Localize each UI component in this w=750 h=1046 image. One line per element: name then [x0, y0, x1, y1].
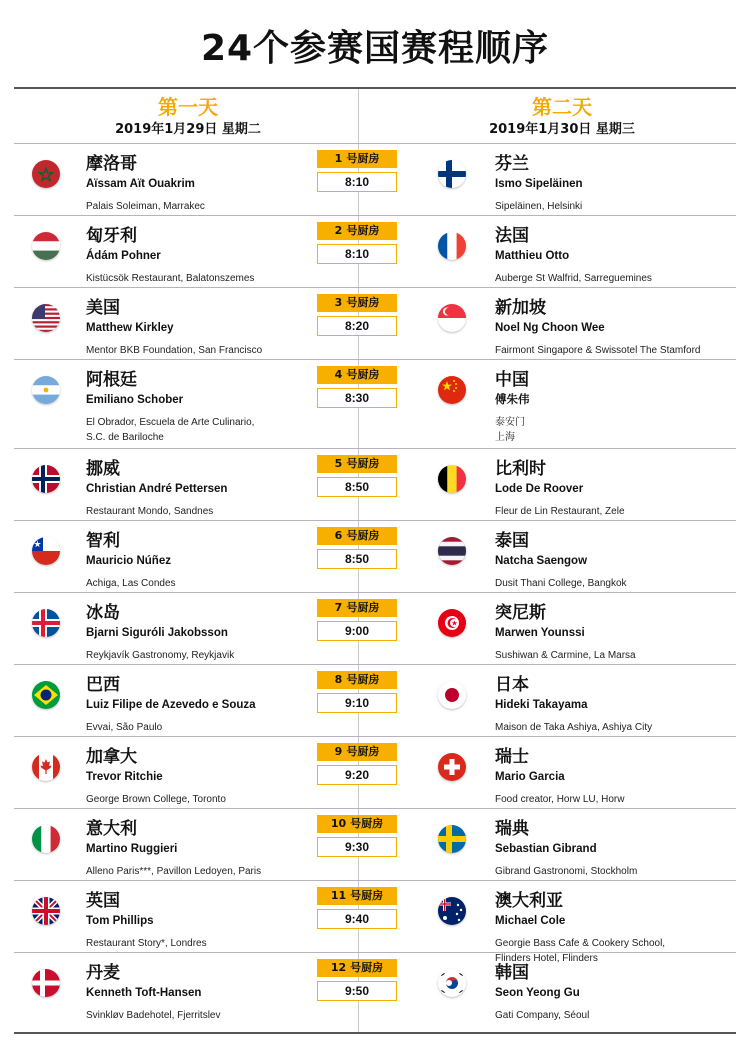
chef-name: Bjarni Siguróli Jakobsson [86, 627, 228, 639]
country-name: 阿根廷 [86, 370, 137, 390]
kitchen-number: 2 [334, 224, 343, 237]
venue-line: Alleno Paris***, Pavillon Ledoyen, Paris [86, 866, 262, 877]
country-name: 法国 [495, 226, 529, 246]
kitchen-suffix: 号厨房 [346, 673, 380, 686]
country-name: 巴西 [86, 675, 120, 695]
slot-separator [14, 736, 736, 737]
japan-flag-icon [438, 681, 466, 709]
australia-flag-icon [438, 897, 466, 925]
venue-line: Flinders Hotel, Flinders [495, 953, 598, 964]
kitchen-number: 7 [334, 601, 343, 614]
start-time: 9:50 [317, 981, 397, 1001]
morocco-flag-icon [32, 160, 60, 188]
chef-name: Luiz Filipe de Azevedo e Souza [86, 699, 256, 711]
start-time: 9:10 [317, 693, 397, 713]
chef-name: Matthew Kirkley [86, 322, 174, 334]
venue-line: Reykjavík Gastronomy, Reykjavik [86, 650, 235, 661]
country-name: 加拿大 [86, 747, 137, 767]
venue-line: Auberge St Walfrid, Sarreguemines [495, 273, 652, 284]
kitchen-label [317, 294, 397, 312]
day-two-date: 2019年1月30日 星期三 [489, 122, 635, 137]
slot-separator [14, 287, 736, 288]
kitchen-suffix: 号厨房 [346, 152, 380, 165]
chef-name: Sebastian Gibrand [495, 843, 597, 855]
slot-separator [14, 520, 736, 521]
switzerland-flag-icon [438, 753, 466, 781]
slot-separator [14, 808, 736, 809]
kitchen-label [317, 366, 397, 384]
chef-name: Mario Garcia [495, 771, 565, 783]
kitchen-suffix: 号厨房 [346, 457, 380, 470]
argentina-flag-icon [32, 376, 60, 404]
kitchen-number: 9 [334, 745, 343, 758]
kitchen-label [317, 671, 397, 689]
kitchen-suffix: 号厨房 [346, 745, 380, 758]
kitchen-suffix: 号厨房 [350, 817, 384, 830]
start-time: 9:40 [317, 909, 397, 929]
kitchen-suffix: 号厨房 [346, 296, 380, 309]
kitchen-number: 1 [334, 152, 343, 165]
uk-flag-icon [32, 897, 60, 925]
venue-line: Svinkløv Badehotel, Fjerritslev [86, 1010, 221, 1021]
france-flag-icon [438, 232, 466, 260]
venue-line: 上海 [495, 432, 515, 443]
day-one-header [18, 95, 358, 139]
venue-line: George Brown College, Toronto [86, 794, 226, 805]
venue-line: Achiga, Las Condes [86, 578, 176, 589]
kitchen-label [317, 150, 397, 168]
day-two-name: 第二天 [532, 95, 592, 119]
start-time: 8:10 [317, 244, 397, 264]
country-name: 英国 [86, 891, 120, 911]
usa-flag-icon [32, 304, 60, 332]
header-separator [14, 143, 736, 144]
kitchen-suffix: 号厨房 [350, 961, 384, 974]
kitchen-number: 6 [334, 529, 343, 542]
korea-flag-icon [438, 969, 466, 997]
kitchen-label [317, 599, 397, 617]
day-one-date: 2019年1月29日 星期二 [115, 122, 261, 137]
country-name: 突尼斯 [495, 603, 546, 623]
country-name: 美国 [86, 298, 120, 318]
kitchen-number: 10 [330, 817, 347, 830]
chef-name: Ismo Sipeläinen [495, 178, 583, 190]
china-flag-icon [438, 376, 466, 404]
start-time: 9:20 [317, 765, 397, 785]
kitchen-suffix: 号厨房 [346, 529, 380, 542]
venue-line: Gati Company, Séoul [495, 1010, 590, 1021]
start-time: 8:50 [317, 549, 397, 569]
kitchen-label [317, 455, 397, 473]
chef-name: Marwen Younssi [495, 627, 585, 639]
venue-line: Gibrand Gastronomi, Stockholm [495, 866, 638, 877]
country-name: 冰岛 [86, 603, 120, 623]
finland-flag-icon [438, 160, 466, 188]
slot-separator [14, 664, 736, 665]
kitchen-number: 3 [334, 296, 343, 309]
chef-name: Hideki Takayama [495, 699, 588, 711]
kitchen-number: 12 [330, 961, 347, 974]
top-rule [14, 87, 736, 89]
kitchen-suffix: 号厨房 [346, 601, 380, 614]
chef-name: Ádám Pohner [86, 250, 161, 262]
chef-name: Trevor Ritchie [86, 771, 163, 783]
chef-name: Martino Ruggieri [86, 843, 178, 855]
norway-flag-icon [32, 465, 60, 493]
slot-separator [14, 592, 736, 593]
venue-line: S.C. de Bariloche [86, 432, 164, 443]
venue-line: Palais Soleiman, Marrakec [86, 201, 205, 212]
country-name: 日本 [495, 675, 529, 695]
country-name: 韩国 [495, 963, 529, 983]
chile-flag-icon [32, 537, 60, 565]
country-name: 意大利 [86, 819, 137, 839]
venue-line: Sipeläinen, Helsinki [495, 201, 583, 212]
bottom-rule [14, 1032, 736, 1034]
chef-name: 傅朱伟 [495, 394, 530, 406]
country-name: 智利 [86, 531, 120, 551]
chef-name: Seon Yeong Gu [495, 987, 580, 999]
denmark-flag-icon [32, 969, 60, 997]
slot-separator [14, 215, 736, 216]
chef-name: Mauricio Núñez [86, 555, 171, 567]
chef-name: Matthieu Otto [495, 250, 570, 262]
venue-line: Evvai, São Paulo [86, 722, 163, 733]
venue-line: Fairmont Singapore & Swissotel The Stamford [495, 345, 701, 356]
chef-name: Lode De Roover [495, 483, 584, 495]
belgium-flag-icon [438, 465, 466, 493]
country-name: 丹麦 [86, 963, 120, 983]
sweden-flag-icon [438, 825, 466, 853]
country-name: 瑞典 [495, 819, 529, 839]
country-name: 挪威 [86, 459, 120, 479]
venue-line: Restaurant Story*, Londres [86, 938, 207, 949]
start-time: 9:30 [317, 837, 397, 857]
kitchen-number: 4 [334, 368, 343, 381]
venue-line: Georgie Bass Cafe & Cookery School, [495, 938, 666, 949]
kitchen-label [317, 887, 397, 905]
country-name: 泰国 [495, 531, 529, 551]
canada-flag-icon [32, 753, 60, 781]
venue-line: Maison de Taka Ashiya, Ashiya City [495, 722, 653, 733]
venue-line: El Obrador, Escuela de Arte Culinario, [86, 417, 255, 428]
italy-flag-icon [32, 825, 60, 853]
country-name: 澳大利亚 [495, 891, 563, 911]
slot-separator [14, 448, 736, 449]
country-name: 摩洛哥 [86, 154, 137, 174]
venue-line: Fleur de Lin Restaurant, Zele [495, 506, 625, 517]
country-name: 比利时 [495, 459, 546, 479]
thailand-flag-icon [438, 537, 466, 565]
iceland-flag-icon [32, 609, 60, 637]
tunisia-flag-icon [438, 609, 466, 637]
venue-line: Food creator, Horw LU, Horw [495, 794, 625, 805]
singapore-flag-icon [438, 304, 466, 332]
kitchen-label [317, 527, 397, 545]
start-time: 8:30 [317, 388, 397, 408]
brazil-flag-icon [32, 681, 60, 709]
chef-name: Kenneth Toft-Hansen [86, 987, 202, 999]
chef-name: Christian André Pettersen [86, 483, 228, 495]
day-one-name: 第一天 [158, 95, 218, 119]
chef-name: Emiliano Schober [86, 394, 184, 406]
kitchen-number: 5 [334, 457, 343, 470]
venue-line: Sushiwan & Carmine, La Marsa [495, 650, 636, 661]
country-name: 匈牙利 [86, 226, 137, 246]
chef-name: Natcha Saengow [495, 555, 588, 567]
kitchen-suffix: 号厨房 [346, 368, 380, 381]
day-two-header [392, 95, 732, 139]
slot-separator [14, 359, 736, 360]
chef-name: Noel Ng Choon Wee [495, 322, 605, 334]
kitchen-label [317, 815, 397, 833]
venue-line: Dusit Thani College, Bangkok [495, 578, 627, 589]
start-time: 9:00 [317, 621, 397, 641]
kitchen-suffix: 号厨房 [346, 224, 380, 237]
country-name: 瑞士 [495, 747, 529, 767]
kitchen-number: 11 [330, 889, 347, 902]
slot-separator [14, 880, 736, 881]
venue-line: 泰安门 [495, 417, 525, 428]
kitchen-label [317, 743, 397, 761]
kitchen-label [317, 959, 397, 977]
kitchen-label [317, 222, 397, 240]
slot-separator [14, 952, 736, 953]
hungary-flag-icon [32, 232, 60, 260]
country-name: 新加坡 [495, 298, 546, 318]
chef-name: Michael Cole [495, 915, 566, 927]
country-name: 中国 [495, 370, 529, 390]
kitchen-number: 8 [334, 673, 343, 686]
chef-name: Aïssam Aït Ouakrim [86, 178, 195, 190]
venue-line: Kistücsök Restaurant, Balatonszemes [86, 273, 255, 284]
start-time: 8:10 [317, 172, 397, 192]
page-title: 24个参赛国赛程顺序 [200, 28, 550, 69]
chef-name: Tom Phillips [86, 915, 154, 927]
start-time: 8:50 [317, 477, 397, 497]
kitchen-suffix: 号厨房 [350, 889, 384, 902]
start-time: 8:20 [317, 316, 397, 336]
country-name: 芬兰 [495, 154, 529, 174]
venue-line: Mentor BKB Foundation, San Francisco [86, 345, 263, 356]
venue-line: Restaurant Mondo, Sandnes [86, 506, 214, 517]
